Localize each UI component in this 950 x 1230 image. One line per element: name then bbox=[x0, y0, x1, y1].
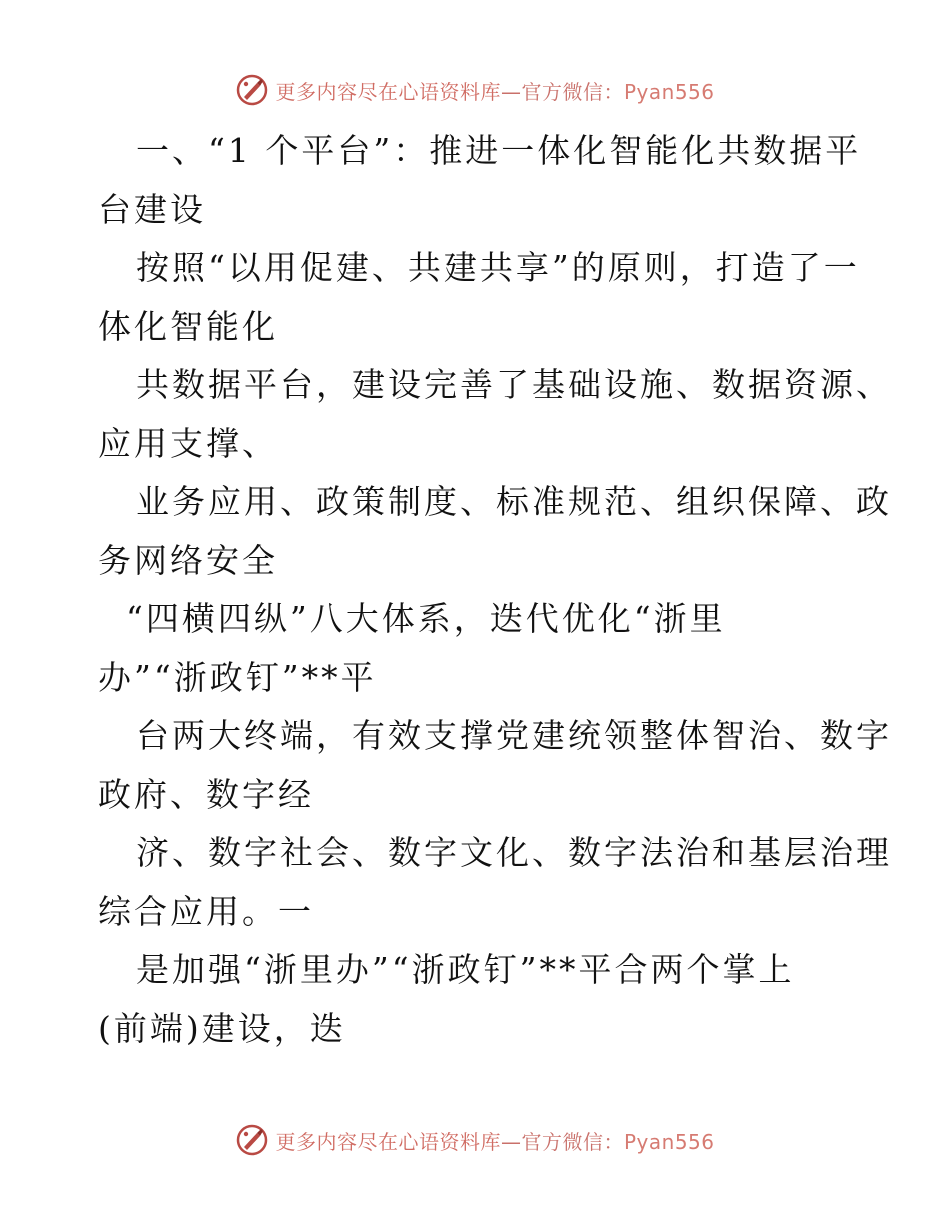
body-line: 台两大终端，有效支撑党建统领整体智治、数字 bbox=[136, 716, 892, 755]
watermark-title: 更多内容尽在心语资料库 bbox=[275, 79, 501, 104]
body-line: 按照“以用促建、共建共享”的原则，打造了一 bbox=[136, 248, 860, 287]
body-line: 务网络安全 bbox=[98, 540, 278, 580]
header-watermark bbox=[0, 70, 950, 110]
body-line: 济、数字社会、数字文化、数字法治和基层治理 bbox=[136, 833, 892, 872]
body-line: 应用支撑、 bbox=[98, 423, 278, 463]
watermark-dash: — bbox=[500, 79, 522, 104]
watermark-wechat-id: Pyan556 bbox=[623, 79, 715, 104]
body-line: 政府、数字经 bbox=[98, 774, 314, 814]
body-line: 综合应用。一 bbox=[98, 891, 314, 931]
body-line: 业务应用、政策制度、标准规范、组织保障、政 bbox=[136, 482, 892, 521]
body-line: 体化智能化 bbox=[98, 306, 278, 346]
body-line: “四横四纵”八大体系，迭代优化“浙里 bbox=[126, 599, 726, 638]
watermark-dash: — bbox=[500, 1129, 522, 1154]
body-line: (前端)建设，迭 bbox=[98, 1008, 346, 1048]
body-line: 是加强“浙里办”“浙政钉”**平合两个掌上 bbox=[136, 950, 795, 989]
watermark-suffix: 官方微信： bbox=[521, 1129, 624, 1154]
watermark-text bbox=[275, 1126, 714, 1155]
seal-pen-icon bbox=[235, 1123, 269, 1157]
footer-watermark bbox=[0, 1120, 950, 1160]
body-line: 台建设 bbox=[98, 189, 206, 229]
watermark-title: 更多内容尽在心语资料库 bbox=[275, 1129, 501, 1154]
body-line: 办”“浙政钉”**平 bbox=[98, 657, 377, 697]
document-body bbox=[98, 122, 892, 1058]
body-line: 一、“1 个平台”：推进一体化智能化共数据平 bbox=[136, 131, 862, 170]
body-line: 共数据平台，建设完善了基础设施、数据资源、 bbox=[136, 365, 892, 404]
watermark-text bbox=[275, 76, 714, 105]
watermark-suffix: 官方微信： bbox=[521, 79, 624, 104]
watermark-wechat-id: Pyan556 bbox=[623, 1129, 715, 1154]
seal-pen-icon bbox=[235, 73, 269, 107]
